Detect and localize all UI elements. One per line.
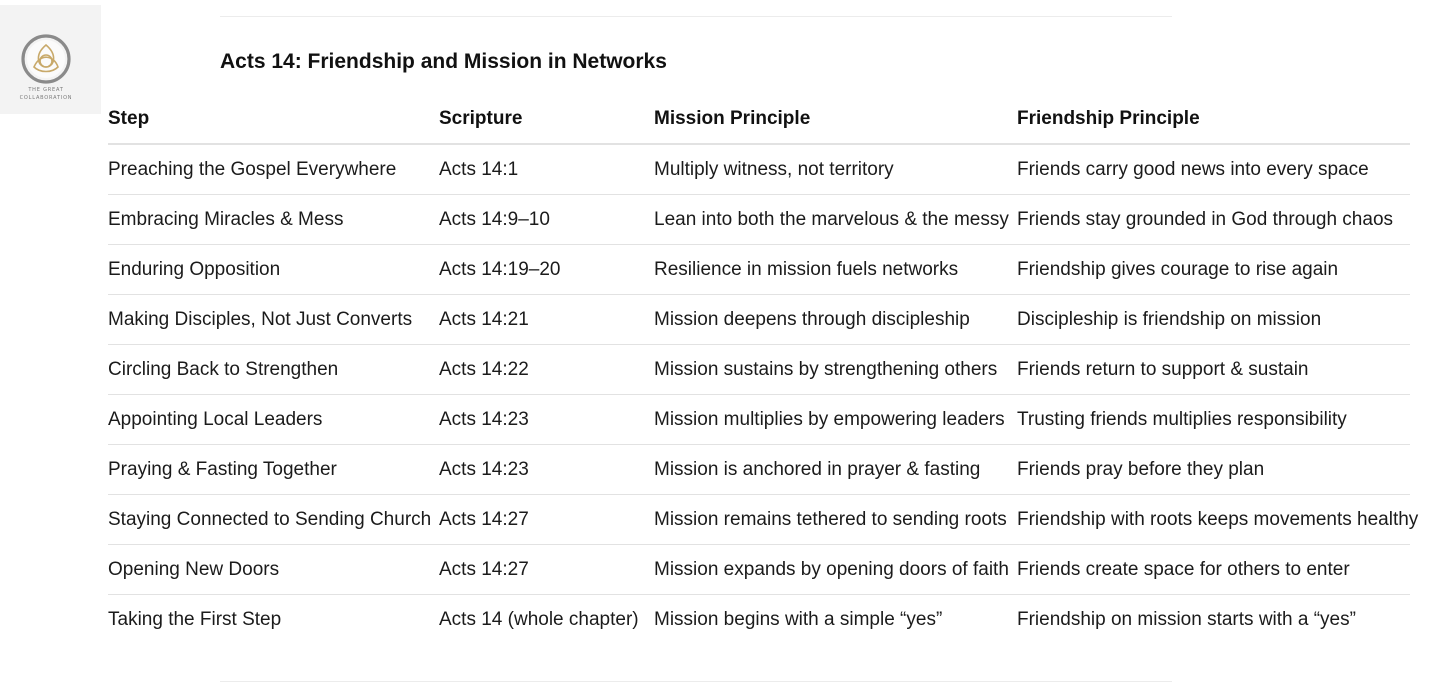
mission-principle-cell: Mission is anchored in prayer & fasting	[654, 445, 1017, 495]
scripture-cell: Acts 14:1	[439, 144, 654, 195]
step-cell: Enduring Opposition	[108, 245, 439, 295]
friendship-principle-cell: Friends carry good news into every space	[1017, 144, 1410, 195]
scripture-cell: Acts 14:9–10	[439, 195, 654, 245]
step-cell: Making Disciples, Not Just Converts	[108, 295, 439, 345]
friendship-principle-cell: Friends pray before they plan	[1017, 445, 1410, 495]
table-row	[108, 395, 1410, 445]
document-title: Acts 14: Friendship and Mission in Networks	[220, 50, 667, 73]
mission-principle-cell: Mission multiplies by empowering leaders	[654, 395, 1017, 445]
mission-principle-cell: Mission deepens through discipleship	[654, 295, 1017, 345]
friendship-principle-cell: Discipleship is friendship on mission	[1017, 295, 1410, 345]
mission-principle-cell: Resilience in mission fuels networks	[654, 245, 1017, 295]
top-divider	[220, 16, 1172, 17]
friendship-principle-cell: Friendship with roots keeps movements healthy	[1017, 495, 1410, 545]
mission-principle-cell: Mission sustains by strengthening others	[654, 345, 1017, 395]
mission-principle-cell: Mission begins with a simple “yes”	[654, 608, 943, 630]
column-header-friendship-principle: Friendship Principle	[1017, 95, 1410, 144]
scripture-cell: Acts 14:23	[439, 445, 654, 495]
scripture-cell: Acts 14:27	[439, 495, 654, 545]
step-cell: Circling Back to Strengthen	[108, 345, 439, 395]
scripture-cell: Acts 14:19–20	[439, 245, 654, 295]
scripture-cell: Acts 14:21	[439, 295, 654, 345]
table-row	[108, 545, 1410, 595]
step-cell: Praying & Fasting Together	[108, 445, 439, 495]
column-header-mission-principle: Mission Principle	[654, 95, 1017, 144]
table-row	[108, 295, 1410, 345]
mission-principle-cell: Multiply witness, not territory	[654, 144, 1017, 195]
friendship-principle-cell: Friendship on mission starts with a “yes”	[1017, 608, 1356, 630]
step-cell: Taking the First Step	[108, 608, 282, 630]
step-cell: Opening New Doors	[108, 545, 439, 595]
step-cell: Appointing Local Leaders	[108, 395, 439, 445]
logo-text-line-2: COLLABORATION	[19, 95, 73, 101]
logo-text-line-1: THE GREAT	[28, 87, 64, 93]
scripture-cell: Acts 14:22	[439, 345, 654, 395]
scripture-cell: Acts 14:23	[439, 395, 654, 445]
mission-principle-cell: Lean into both the marvelous & the messy	[654, 195, 1017, 245]
column-header-scripture: Scripture	[439, 95, 654, 144]
friendship-principle-cell: Friends return to support & sustain	[1017, 345, 1410, 395]
trinity-knot-icon	[20, 33, 72, 85]
organization-logo[interactable]	[0, 5, 101, 114]
step-cell: Preaching the Gospel Everywhere	[108, 144, 439, 195]
table-row	[108, 144, 1410, 195]
friendship-principle-cell: Friends create space for others to enter	[1017, 545, 1410, 595]
scripture-cell: Acts 14 (whole chapter)	[439, 608, 639, 630]
step-cell: Embracing Miracles & Mess	[108, 195, 439, 245]
step-cell: Staying Connected to Sending Church	[108, 495, 439, 545]
friendship-principle-cell: Friends stay grounded in God through chaos	[1017, 195, 1410, 245]
table-header-row	[108, 95, 1410, 144]
mission-principle-cell: Mission expands by opening doors of faith	[654, 545, 1017, 595]
acts-14-table	[108, 95, 1419, 644]
column-header-step: Step	[108, 95, 439, 144]
table-row	[108, 345, 1410, 395]
bottom-divider	[220, 681, 1172, 682]
table-row	[108, 445, 1410, 495]
table-row	[108, 245, 1410, 295]
table-row	[108, 595, 1410, 645]
mission-principle-cell: Mission remains tethered to sending roots	[654, 495, 1017, 545]
table-row	[108, 495, 1410, 545]
table-row	[108, 195, 1410, 245]
friendship-principle-cell: Friendship gives courage to rise again	[1017, 245, 1410, 295]
friendship-principle-cell: Trusting friends multiplies responsibility	[1017, 395, 1410, 445]
scripture-cell: Acts 14:27	[439, 545, 654, 595]
